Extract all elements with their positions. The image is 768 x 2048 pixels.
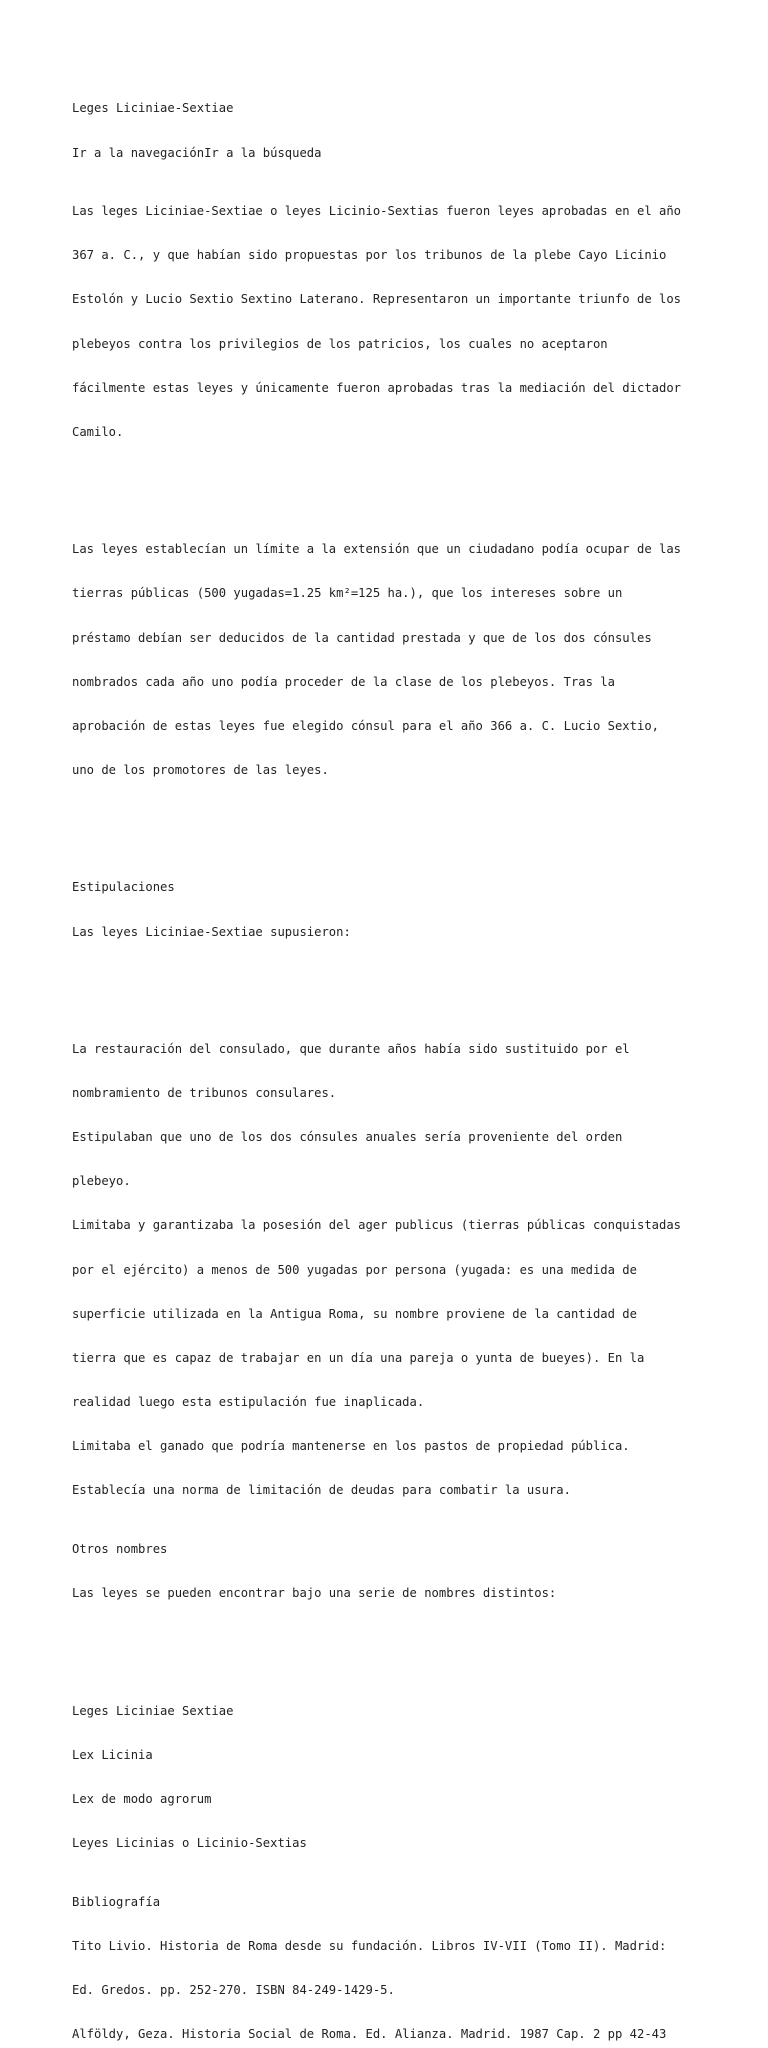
paragraph-2-line: aprobación de estas leyes fue elegido cónsul para el año 366 a. C. Lucio Sextio, <box>72 718 659 733</box>
intro-line: plebeyos contra los privilegios de los patricios, los cuales no aceptaron <box>72 336 608 351</box>
otros-nombres-item: Leyes Licinias o Licinio-Sextias <box>72 1835 307 1850</box>
estipulaciones-line: superficie utilizada en la Antigua Roma, su nombre proviene de la cantidad de <box>72 1306 637 1321</box>
estipulaciones-line: nombramiento de tribunos consulares. <box>72 1086 337 1101</box>
paragraph-spacer <box>72 983 712 998</box>
bibliografia-entry: Tito Livio. Historia de Roma desde su fundación. Libros IV-VII (Tomo II). Madrid: <box>72 1938 667 1953</box>
intro-line: Las leges Liciniae-Sextiae o leyes Licinio-Sextias fueron leyes aprobadas en el año <box>72 204 682 219</box>
estipulaciones-line: Limitaba el ganado que podría mantenerse en los pastos de propiedad pública. <box>72 1438 630 1453</box>
paragraph-spacer <box>72 1645 712 1660</box>
intro-line: Camilo. <box>72 424 124 439</box>
otros-nombres-item: Leges Liciniae Sextiae <box>72 1703 234 1718</box>
paragraph-2-line: Las leyes establecían un límite a la extensión que un ciudadano podía ocupar de las <box>72 542 682 557</box>
paragraph-2-line: nombrados cada año uno podía proceder de la clase de los plebeyos. Tras la <box>72 674 615 689</box>
paragraph-2-line: préstamo debían ser deducidos de la cantidad prestada y que de los dos cónsules <box>72 630 652 645</box>
estipulaciones-line: La restauración del consulado, que durante años había sido sustituido por el <box>72 1042 630 1057</box>
estipulaciones-line: por el ejército) a menos de 500 yugadas por persona (yugada: es una medida de <box>72 1262 637 1277</box>
otros-nombres-item: Lex Licinia <box>72 1747 153 1762</box>
bibliografia-entry: Ed. Gredos. pp. 252-270. ISBN 84-249-1429-5. <box>72 1982 395 1997</box>
document-page <box>72 72 712 2048</box>
intro-line: 367 a. C., y que habían sido propuestas por los tribunos de la plebe Cayo Licinio <box>72 248 667 263</box>
otros-nombres-item: Lex de modo agrorum <box>72 1791 212 1806</box>
nav-links-text: Ir a la navegaciónIr a la búsqueda <box>72 145 322 160</box>
estipulaciones-heading: Estipulaciones <box>72 880 175 895</box>
document-title: Leges Liciniae-Sextiae <box>72 101 234 116</box>
intro-line: Estolón y Lucio Sextio Sextino Laterano. Representaron un importante triunfo de los <box>72 292 682 307</box>
estipulaciones-line: Establecía una norma de limitación de deudas para combatir la usura. <box>72 1483 571 1498</box>
estipulaciones-line: tierra que es capaz de trabajar en un día una pareja o yunta de bueyes). En la <box>72 1350 645 1365</box>
paragraph-2-line: tierras públicas (500 yugadas=1.25 km²=125 ha.), que los intereses sobre un <box>72 586 623 601</box>
paragraph-spacer <box>72 822 712 837</box>
estipulaciones-line: Estipulaban que uno de los dos cónsules anuales sería proveniente del orden <box>72 1130 623 1145</box>
estipulaciones-line: Limitaba y garantizaba la posesión del ager publicus (tierras públicas conquistadas <box>72 1218 682 1233</box>
estipulaciones-line: plebeyo. <box>72 1174 131 1189</box>
bibliografia-entry: Alföldy, Geza. Historia Social de Roma. Ed. Alianza. Madrid. 1987 Cap. 2 pp 42-43 <box>72 2026 667 2041</box>
estipulaciones-line: realidad luego esta estipulación fue inaplicada. <box>72 1394 425 1409</box>
estipulaciones-intro: Las leyes Liciniae-Sextiae supusieron: <box>72 924 351 939</box>
paragraph-2-line: uno de los promotores de las leyes. <box>72 762 329 777</box>
otros-nombres-intro: Las leyes se pueden encontrar bajo una serie de nombres distintos: <box>72 1585 557 1600</box>
intro-line: fácilmente estas leyes y únicamente fueron aprobadas tras la mediación del dictador <box>72 380 682 395</box>
otros-nombres-heading: Otros nombres <box>72 1541 168 1556</box>
bibliografia-heading: Bibliografía <box>72 1894 161 1909</box>
paragraph-spacer <box>72 484 712 499</box>
